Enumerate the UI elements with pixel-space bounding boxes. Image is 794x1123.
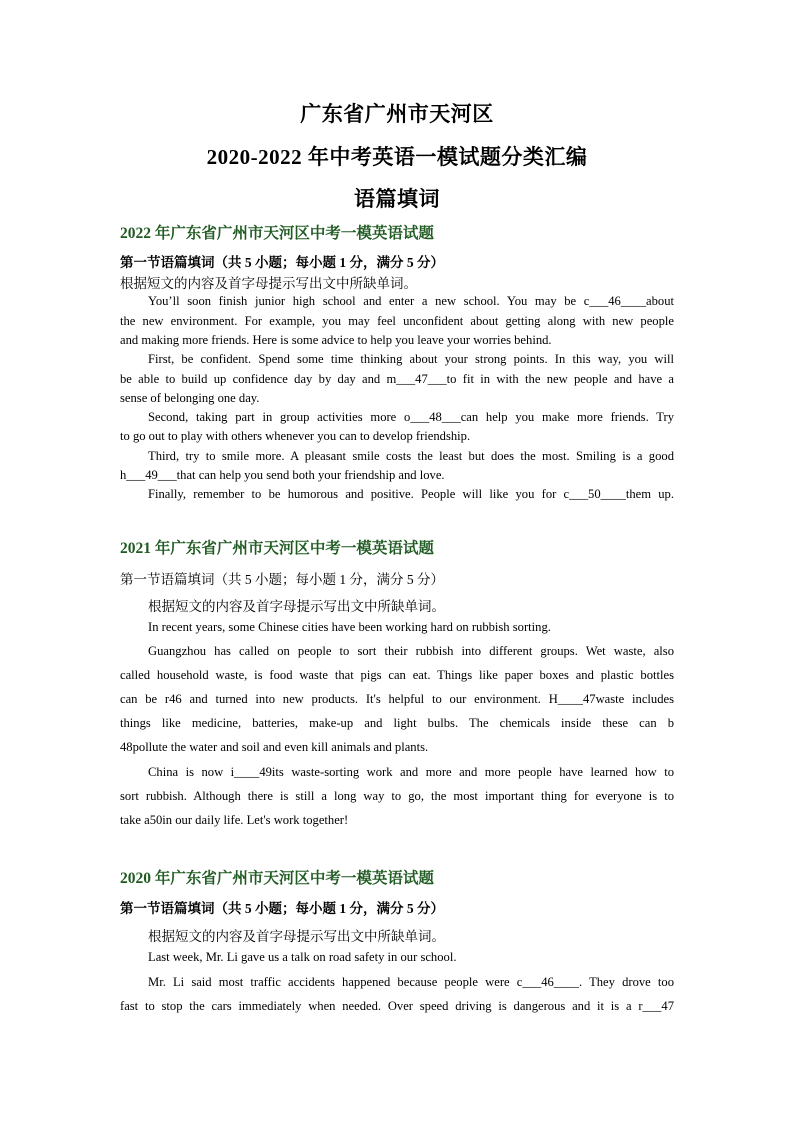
passage-line: can be r46 and turned into new products. It's helpful to our environment. H____47waste includes: [120, 692, 674, 706]
passage-line: Mr. Li said most traffic accidents happened because people were c___46____. They drove too: [148, 975, 674, 989]
passage-line: h___49___that can help you send both your friendship and love.: [120, 468, 445, 482]
passage-line: be able to build up confidence day by day and m___47___to fit in with the new people and have a: [120, 372, 674, 386]
passage-line: Finally, remember to be humorous and positive. People will like you for c___50____them up.: [148, 487, 674, 501]
section-heading-2021: 2021 年广东省广州市天河区中考一模英语试题: [120, 540, 434, 557]
doc-title-region: 广东省广州市天河区: [300, 102, 494, 126]
section-heading-2020: 2020 年广东省广州市天河区中考一模英语试题: [120, 870, 434, 887]
section-instruction-2020: 根据短文的内容及首字母提示写出文中所缺单词。: [148, 929, 445, 944]
passage-line: Guangzhou has called on people to sort their rubbish into different groups. Wet waste, also: [148, 644, 674, 658]
section-subtitle-2022: 第一节语篇填词（共 5 小题；每小题 1 分，满分 5 分）: [120, 255, 444, 270]
passage-line: You’ll soon finish junior high school and enter a new school. You may be c___46____about: [148, 294, 674, 308]
passage-line: Third, try to smile more. A pleasant smile costs the least but does the most. Smiling is a good: [148, 449, 674, 463]
passage-line: to go out to play with others whenever you can to develop friendship.: [120, 429, 471, 443]
section-subtitle-2021: 第一节语篇填词（共 5 小题；每小题 1 分，满分 5 分）: [120, 572, 444, 587]
section-instruction-2021: 根据短文的内容及首字母提示写出文中所缺单词。: [148, 599, 445, 614]
passage-line: Second, taking part in group activities more o___48___can help you make more friends. Try: [148, 410, 674, 424]
doc-title-collection: 2020-2022 年中考英语一模试题分类汇编: [206, 145, 588, 169]
doc-title-topic: 语篇填词: [354, 187, 440, 211]
passage-line: fast to stop the cars immediately when needed. Over speed driving is dangerous and it is a r___47: [120, 999, 674, 1013]
passage-line: the new environment. For example, you may feel unconfident about getting along with new people: [120, 314, 674, 328]
passage-line: sort rubbish. Although there is still a long way to go, the most important thing for everyone is to: [120, 789, 674, 803]
passage-line: take a50in our daily life. Let's work together!: [120, 813, 349, 827]
passage-line: things like medicine, batteries, make-up and light bulbs. The chemicals inside these can b: [120, 716, 674, 730]
passage-line: First, be confident. Spend some time thinking about your strong points. In this way, you will: [148, 352, 674, 366]
passage-line: China is now i____49its waste-sorting work and more and more people have learned how to: [148, 765, 674, 779]
passage-line: called household waste, is food waste that pigs can eat. Things like paper boxes and plastic bottles: [120, 668, 674, 682]
section-instruction-2022: 根据短文的内容及首字母提示写出文中所缺单词。: [120, 276, 417, 291]
section-heading-2022: 2022 年广东省广州市天河区中考一模英语试题: [120, 225, 434, 242]
passage-line: and making more friends. Here is some advice to help you leave your worries behind.: [120, 333, 552, 347]
passage-line: Last week, Mr. Li gave us a talk on road safety in our school.: [148, 950, 457, 964]
passage-line: sense of belonging one day.: [120, 391, 260, 405]
passage-line: 48pollute the water and soil and even kill animals and plants.: [120, 740, 429, 754]
section-subtitle-2020: 第一节语篇填词（共 5 小题；每小题 1 分，满分 5 分）: [120, 901, 444, 916]
passage-line: In recent years, some Chinese cities have been working hard on rubbish sorting.: [148, 620, 551, 634]
